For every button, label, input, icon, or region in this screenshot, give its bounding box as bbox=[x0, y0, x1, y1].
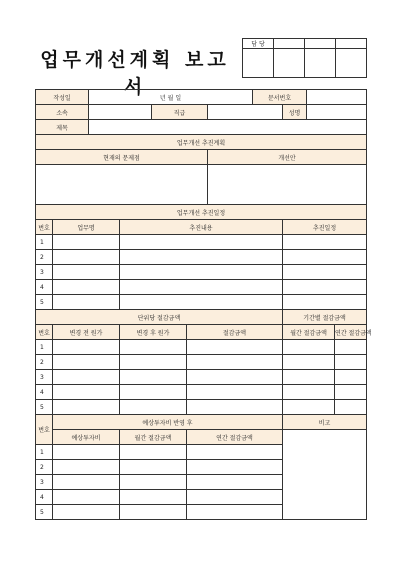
table-row bbox=[36, 295, 367, 310]
schedule-number-header: 번호 bbox=[36, 220, 53, 235]
after-cost-header: 변경 후 원가 bbox=[120, 325, 187, 340]
improvement-label: 개선안 bbox=[208, 150, 367, 165]
annual-saving-cell[interactable] bbox=[335, 385, 367, 400]
row-number: 3 bbox=[36, 475, 53, 490]
affiliation-field[interactable] bbox=[89, 105, 152, 120]
row-number: 4 bbox=[36, 490, 53, 505]
content-cell[interactable] bbox=[120, 250, 283, 265]
row-number: 4 bbox=[36, 280, 53, 295]
task-name-cell[interactable] bbox=[53, 265, 120, 280]
task-name-cell[interactable] bbox=[53, 280, 120, 295]
savings-number-header: 번호 bbox=[36, 325, 53, 340]
row-number: 2 bbox=[36, 355, 53, 370]
saving-amount-cell[interactable] bbox=[187, 355, 283, 370]
schedule-cell[interactable] bbox=[283, 235, 367, 250]
investment-section-title: 예상투자비 반영 후 bbox=[53, 415, 283, 430]
annual-saving-cell[interactable] bbox=[335, 355, 367, 370]
investment-annual-saving-cell[interactable] bbox=[187, 490, 283, 505]
content-cell[interactable] bbox=[120, 265, 283, 280]
monthly-saving-cell[interactable] bbox=[283, 355, 335, 370]
investment-annual-saving-cell[interactable] bbox=[187, 445, 283, 460]
table-row bbox=[36, 370, 367, 385]
table-row bbox=[36, 265, 367, 280]
annual-saving-header: 연간 절감금액 bbox=[335, 325, 367, 340]
after-cost-cell[interactable] bbox=[120, 385, 187, 400]
table-row bbox=[36, 280, 367, 295]
improvement-field[interactable] bbox=[208, 165, 367, 205]
schedule-cell[interactable] bbox=[283, 250, 367, 265]
schedule-cell[interactable] bbox=[283, 280, 367, 295]
remarks-header: 비고 bbox=[283, 415, 367, 430]
investment-monthly-saving-cell[interactable] bbox=[120, 445, 187, 460]
row-number: 2 bbox=[36, 250, 53, 265]
investment-annual-saving-cell[interactable] bbox=[187, 505, 283, 520]
content-cell[interactable] bbox=[120, 295, 283, 310]
content-cell[interactable] bbox=[120, 235, 283, 250]
expected-investment-cell[interactable] bbox=[53, 505, 120, 520]
content-header: 추진내용 bbox=[120, 220, 283, 235]
table-row bbox=[36, 340, 367, 355]
period-savings-title: 기간별 절감금액 bbox=[283, 310, 367, 325]
annual-saving-cell[interactable] bbox=[335, 370, 367, 385]
table-row bbox=[36, 400, 367, 415]
saving-amount-cell[interactable] bbox=[187, 400, 283, 415]
signature-cell[interactable] bbox=[243, 49, 274, 78]
investment-annual-saving-cell[interactable] bbox=[187, 475, 283, 490]
annual-saving-cell[interactable] bbox=[335, 400, 367, 415]
row-number: 2 bbox=[36, 460, 53, 475]
approval-header-cell bbox=[274, 39, 305, 49]
schedule-cell[interactable] bbox=[283, 265, 367, 280]
row-number: 5 bbox=[36, 400, 53, 415]
investment-monthly-saving-header: 월간 절감금액 bbox=[120, 430, 187, 445]
saving-amount-header: 절감금액 bbox=[187, 325, 283, 340]
before-cost-cell[interactable] bbox=[53, 385, 120, 400]
before-cost-cell[interactable] bbox=[53, 400, 120, 415]
after-cost-cell[interactable] bbox=[120, 355, 187, 370]
task-name-cell[interactable] bbox=[53, 250, 120, 265]
investment-monthly-saving-cell[interactable] bbox=[120, 505, 187, 520]
expected-investment-cell[interactable] bbox=[53, 475, 120, 490]
expected-investment-header: 예상투자비 bbox=[53, 430, 120, 445]
approval-label: 담 당 bbox=[243, 39, 274, 49]
monthly-saving-cell[interactable] bbox=[283, 340, 335, 355]
after-cost-cell[interactable] bbox=[120, 340, 187, 355]
signature-cell[interactable] bbox=[274, 49, 305, 78]
date-field[interactable]: 년 월 일 bbox=[89, 90, 253, 105]
current-problem-label: 현재의 문제점 bbox=[36, 150, 208, 165]
schedule-cell[interactable] bbox=[283, 295, 367, 310]
row-number: 3 bbox=[36, 265, 53, 280]
before-cost-cell[interactable] bbox=[53, 340, 120, 355]
investment-monthly-saving-cell[interactable] bbox=[120, 460, 187, 475]
row-number: 1 bbox=[36, 235, 53, 250]
task-name-cell[interactable] bbox=[53, 295, 120, 310]
subject-label: 제목 bbox=[36, 120, 89, 135]
row-number: 5 bbox=[36, 505, 53, 520]
row-number: 4 bbox=[36, 385, 53, 400]
affiliation-label: 소속 bbox=[36, 105, 89, 120]
task-name-header: 업무명 bbox=[53, 220, 120, 235]
after-cost-cell[interactable] bbox=[120, 370, 187, 385]
investment-monthly-saving-cell[interactable] bbox=[120, 475, 187, 490]
row-number: 5 bbox=[36, 295, 53, 310]
after-cost-cell[interactable] bbox=[120, 400, 187, 415]
expected-investment-cell[interactable] bbox=[53, 490, 120, 505]
saving-amount-cell[interactable] bbox=[187, 385, 283, 400]
before-cost-cell[interactable] bbox=[53, 370, 120, 385]
plan-section-title: 업무개선 추진계획 bbox=[36, 135, 367, 150]
approval-box bbox=[242, 38, 367, 78]
row-number: 3 bbox=[36, 370, 53, 385]
investment-annual-saving-cell[interactable] bbox=[187, 460, 283, 475]
investment-annual-saving-header: 연간 절감금액 bbox=[187, 430, 283, 445]
table-row bbox=[36, 385, 367, 400]
monthly-saving-header: 월간 절감금액 bbox=[283, 325, 335, 340]
table-row bbox=[36, 355, 367, 370]
saving-amount-cell[interactable] bbox=[187, 370, 283, 385]
position-label: 직급 bbox=[152, 105, 208, 120]
report-form bbox=[35, 89, 372, 520]
expected-investment-cell[interactable] bbox=[53, 460, 120, 475]
before-cost-header: 변경 전 원가 bbox=[53, 325, 120, 340]
monthly-saving-cell[interactable] bbox=[283, 400, 335, 415]
annual-saving-cell[interactable] bbox=[335, 340, 367, 355]
position-field[interactable] bbox=[208, 105, 283, 120]
author-date-label: 작성일 bbox=[36, 90, 89, 105]
name-field[interactable] bbox=[307, 105, 367, 120]
row-number: 1 bbox=[36, 340, 53, 355]
signature-cell[interactable] bbox=[336, 49, 367, 78]
current-problem-field[interactable] bbox=[36, 165, 208, 205]
unit-savings-title: 단위당 절감금액 bbox=[36, 310, 283, 325]
name-label: 성명 bbox=[283, 105, 307, 120]
schedule-header: 추진일정 bbox=[283, 220, 367, 235]
subject-field[interactable] bbox=[89, 120, 367, 135]
remarks-field[interactable] bbox=[283, 430, 367, 520]
investment-monthly-saving-cell[interactable] bbox=[120, 490, 187, 505]
monthly-saving-cell[interactable] bbox=[283, 385, 335, 400]
saving-amount-cell[interactable] bbox=[187, 340, 283, 355]
approval-header-cell bbox=[305, 39, 336, 49]
expected-investment-cell[interactable] bbox=[53, 445, 120, 460]
task-name-cell[interactable] bbox=[53, 235, 120, 250]
content-cell[interactable] bbox=[120, 280, 283, 295]
table-row bbox=[36, 250, 367, 265]
before-cost-cell[interactable] bbox=[53, 355, 120, 370]
doc-number-label: 문서번호 bbox=[253, 90, 307, 105]
approval-header-cell bbox=[336, 39, 367, 49]
table-row bbox=[36, 235, 367, 250]
schedule-section-title: 업무개선 추진일정 bbox=[36, 205, 367, 220]
doc-number-field[interactable] bbox=[307, 90, 367, 105]
investment-number-header: 번호 bbox=[36, 415, 53, 445]
row-number: 1 bbox=[36, 445, 53, 460]
monthly-saving-cell[interactable] bbox=[283, 370, 335, 385]
signature-cell[interactable] bbox=[305, 49, 336, 78]
document-title: 업무개선계획 보고서 bbox=[40, 49, 230, 98]
